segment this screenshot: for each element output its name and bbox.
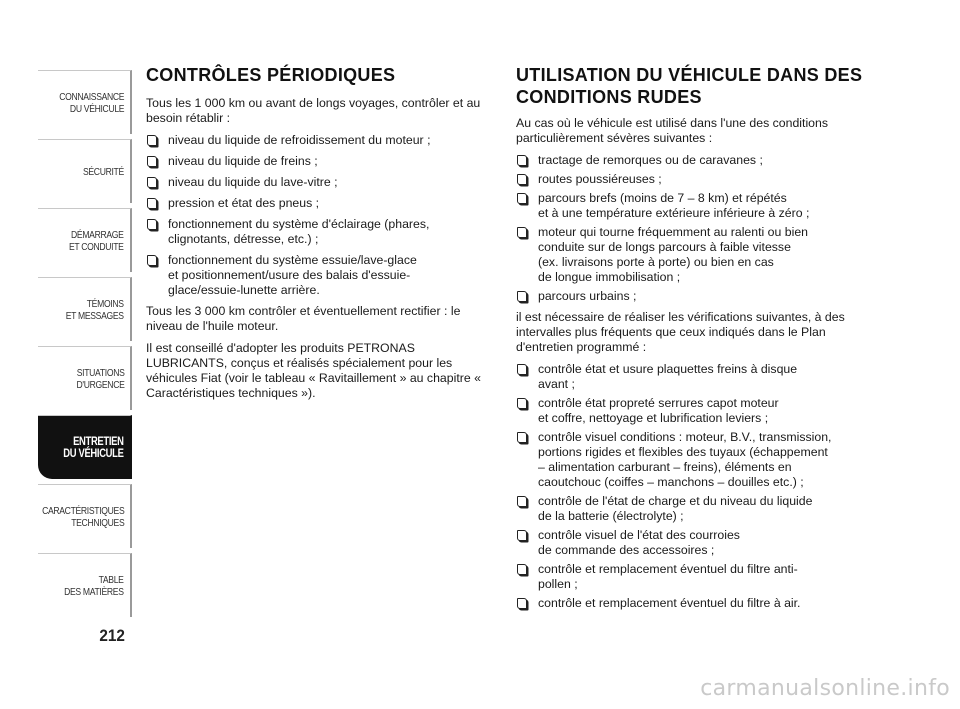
tab-caracteristiques-techniques[interactable] <box>38 484 132 548</box>
list-item: contrôle visuel de l'état des courroies de commande des accessoires ; <box>516 528 876 558</box>
list-item: contrôle et remplacement éventuel du filtre à air. <box>516 596 876 611</box>
list-item: routes poussiéreuses ; <box>516 172 876 187</box>
tab-label: SITUATIONS D'URGENCE <box>76 366 124 391</box>
middle-text: il est nécessaire de réaliser les vérifications suivantes, à des intervalles plus fréquents que ceux indiqués dans le Plan d'entretien programmé : <box>516 310 845 354</box>
tab-label: TÉMOINS ET MESSAGES <box>66 297 124 322</box>
periodic-checks-section <box>146 64 496 408</box>
list-item: contrôle de l'état de charge et du niveau du liquide de la batterie (électrolyte) ; <box>516 494 876 524</box>
list-item: parcours brefs (moins de 7 – 8 km) et répétés et à une température extérieure inférieure à zéro ; <box>516 191 876 221</box>
tab-label: ENTRETIEN DU VÉHICULE <box>63 435 124 460</box>
list-item: pression et état des pneus ; <box>146 196 496 211</box>
list-item: fonctionnement du système essuie/lave-glace et positionnement/usure des balais d'essuie- glace/essuie-lunette arrière. <box>146 253 496 298</box>
section-title: CONTRÔLES PÉRIODIQUES <box>146 65 396 85</box>
list-item: contrôle état propreté serrures capot moteur et coffre, nettoyage et lubrification leviers ; <box>516 396 876 426</box>
intro-text: Au cas où le véhicule est utilisé dans l'une des conditions particulièrement sévères suivantes : <box>516 116 829 145</box>
harsh-conditions-section <box>516 64 876 617</box>
page-number: 212 <box>99 626 125 645</box>
checklist <box>146 133 496 298</box>
watermark: carmanualsonline.info <box>700 676 950 701</box>
tab-label: CARACTÉRISTIQUES TECHNIQUES <box>41 504 124 529</box>
tab-connaissance-du-vehicule[interactable] <box>38 70 132 134</box>
tab-label: CONNAISSANCE DU VÉHICULE <box>59 90 124 115</box>
tab-securite[interactable] <box>38 139 132 203</box>
oil-check-text: Tous les 3 000 km contrôler et éventuellement rectifier : le niveau de l'huile moteur. <box>146 304 461 333</box>
tab-demarrage-et-conduite[interactable] <box>38 208 132 272</box>
list-item: moteur qui tourne fréquemment au ralenti ou bien conduite sur de longs parcours à faible vitesse (ex. livraisons porte à porte) ou bien en cas de longue immobilisation ; <box>516 225 876 285</box>
list-item: parcours urbains ; <box>516 289 876 304</box>
list-item: tractage de remorques ou de caravanes ; <box>516 153 876 168</box>
list-item: niveau du liquide de refroidissement du moteur ; <box>146 133 496 148</box>
tab-label: SÉCURITÉ <box>83 165 124 178</box>
conditions-list <box>516 153 876 304</box>
tab-table-des-matieres[interactable] <box>38 553 132 617</box>
intro-text: Tous les 1 000 km ou avant de longs voyages, contrôler et au besoin rétablir : <box>146 96 481 125</box>
tab-situations-d-urgence[interactable] <box>38 346 132 410</box>
list-item: contrôle état et usure plaquettes freins à disque avant ; <box>516 362 876 392</box>
tab-label: DÉMARRAGE ET CONDUITE <box>69 228 124 253</box>
list-item: niveau du liquide du lave-vitre ; <box>146 175 496 190</box>
section-title: UTILISATION DU VÉHICULE DANS DES CONDITIONS RUDES <box>516 65 863 107</box>
tab-temoins-et-messages[interactable] <box>38 277 132 341</box>
checks-list <box>516 362 876 611</box>
chapter-sidebar <box>38 70 132 622</box>
list-item: contrôle et remplacement éventuel du filtre anti- pollen ; <box>516 562 876 592</box>
list-item: fonctionnement du système d'éclairage (phares, clignotants, détresse, etc.) ; <box>146 217 496 247</box>
list-item: contrôle visuel conditions : moteur, B.V., transmission, portions rigides et flexibles des tuyaux (échappement – alimentation carburant – freins), éléments en caoutchouc (coiffes – manchons – douilles etc.) ; <box>516 430 876 490</box>
lubricant-advice-text: Il est conseillé d'adopter les produits PETRONAS LUBRICANTS, conçus et réalisés spécialement pour les véhicules Fiat (voir le tableau « Ravitaillement » au chapitre « Caractéristiques techniques »). <box>146 341 481 400</box>
list-item: niveau du liquide de freins ; <box>146 154 496 169</box>
tab-entretien-du-vehicule[interactable] <box>38 415 132 479</box>
tab-label: TABLE DES MATIÈRES <box>64 573 124 598</box>
